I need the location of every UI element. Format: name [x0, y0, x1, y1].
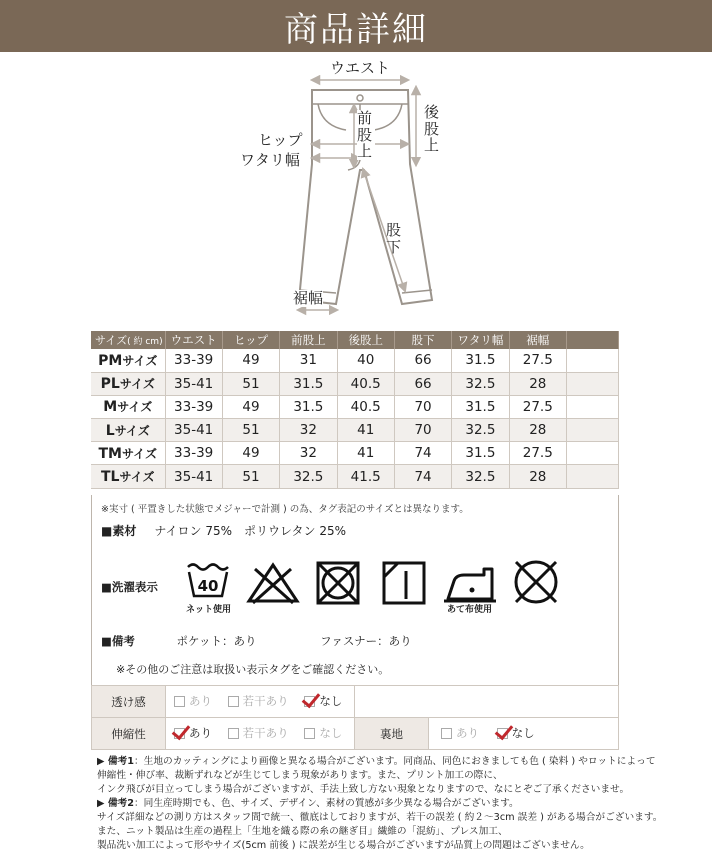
size-value-cell: 32.5: [452, 419, 509, 442]
lining-label: 裏地: [355, 718, 429, 750]
size-name-cell: PMサイズ: [91, 349, 165, 372]
size-value-cell: 31.5: [280, 395, 337, 418]
option-checkbox: 若干あり: [228, 693, 289, 709]
transparency-row: [92, 686, 619, 718]
pants-illustration: [0, 52, 712, 330]
transparency-options: [166, 686, 355, 718]
remarks-label: ■備考: [101, 634, 135, 648]
size-value-cell: 28: [509, 419, 566, 442]
iron-caption: あて布使用: [447, 605, 493, 615]
stretch-label: 伸縮性: [92, 718, 166, 750]
net-caption: ネット使用: [186, 605, 232, 615]
footnote-line: 製品洗い加工によって形やサイズ(5cm 前後 ) に誤差が生じる場合がございますが品質上の問題はございません。: [97, 840, 590, 851]
footnotes: [97, 755, 697, 853]
option-checkbox-checked: なし: [497, 725, 535, 741]
size-row: [91, 372, 619, 395]
size-row: [91, 395, 619, 418]
page-title: 商品詳細: [284, 9, 428, 50]
back-rise-label: 後 股 上: [424, 103, 440, 154]
waist-label: ウエスト: [330, 59, 391, 77]
column-header: 前股上: [280, 331, 337, 349]
footnote-line: サイズ詳細などの測り方はスタッフ間で統一、徹底はしておりますが、若干の誤差 ( 約２～3cm 誤差 ) がある場合がございます。: [97, 812, 663, 823]
size-value-cell: [567, 349, 619, 372]
hip-label: ヒップ: [258, 131, 303, 149]
size-value-cell: 31.5: [452, 349, 509, 372]
thigh-label: ワタリ幅: [240, 151, 300, 169]
size-value-cell: 32.5: [452, 465, 509, 488]
material-value: ナイロン 75% ポリウレタン 25%: [154, 524, 346, 538]
column-header: ワタリ幅: [452, 331, 509, 349]
size-name-cell: Lサイズ: [91, 419, 165, 442]
hem-label: 裾幅: [293, 289, 324, 307]
footnote-line: ：同生産時期でも、色、サイズ、デザイン、素材の質感が多少異なる場合がございます。: [133, 798, 519, 809]
no-bleach-icon: [245, 561, 301, 605]
column-header: 股下: [394, 331, 451, 349]
option-checkbox: あり: [174, 693, 212, 709]
size-value-cell: 74: [394, 442, 451, 465]
footnote-line: ：生地のカッティングにより画像と異なる場合がございます。同商品、同色におきましても色 ( 染料 ) やロットによって: [133, 756, 656, 767]
measurement-note: ※実寸 ( 平置きした状態でメジャーで計測 ) の為、タグ表記のサイズとは異なります。: [101, 504, 469, 515]
size-value-cell: 35-41: [165, 465, 222, 488]
size-value-cell: 40.5: [337, 372, 394, 395]
note2-title: ▶ 備考2: [97, 798, 134, 809]
wash-tub-40-icon: [186, 561, 230, 599]
size-value-cell: 27.5: [509, 395, 566, 418]
no-dry-clean-icon: [510, 557, 562, 607]
size-value-cell: 41: [337, 442, 394, 465]
size-value-cell: 70: [394, 419, 451, 442]
size-value-cell: 32.5: [280, 465, 337, 488]
size-value-cell: 27.5: [509, 349, 566, 372]
size-table: [91, 331, 619, 489]
care-note: ※その他のご注意は取扱い表示タグをご確認ください。: [116, 663, 390, 676]
size-value-cell: 66: [394, 372, 451, 395]
column-header: [567, 331, 619, 349]
page-header: [0, 0, 712, 52]
pants-measurement-diagram: [0, 52, 712, 330]
size-value-cell: 40.5: [337, 395, 394, 418]
svg-text:40: 40: [197, 577, 219, 595]
size-value-cell: 31.5: [280, 372, 337, 395]
footnote-line: インク飛びが目立ってしまう場合がございますが、手法上致し方ない現象となりますので、なにとぞご了承くださいませ。: [97, 784, 630, 795]
size-value-cell: 31: [280, 349, 337, 372]
no-tumble-dry-icon: [314, 559, 362, 607]
material-row: [101, 522, 346, 539]
stretch-options: [166, 718, 355, 750]
size-value-cell: 32: [280, 442, 337, 465]
iron-with-cloth-icon: [442, 563, 498, 603]
size-value-cell: 35-41: [165, 372, 222, 395]
size-name-cell: TLサイズ: [91, 465, 165, 488]
column-header: ヒップ: [222, 331, 279, 349]
size-value-cell: 35-41: [165, 419, 222, 442]
size-value-cell: 51: [222, 465, 279, 488]
size-value-cell: 32: [280, 419, 337, 442]
size-value-cell: 28: [509, 465, 566, 488]
size-header-cell: サイズ( 約 cm): [91, 331, 165, 349]
size-value-cell: 33-39: [165, 395, 222, 418]
size-value-cell: 41: [337, 419, 394, 442]
size-value-cell: 31.5: [452, 395, 509, 418]
lining-options: [429, 718, 619, 750]
pocket-value: ポケット：あり: [176, 634, 257, 648]
fabric-properties-table: [91, 685, 619, 750]
size-row: [91, 442, 619, 465]
option-checkbox-checked: なし: [304, 693, 342, 709]
size-table-header: [91, 331, 619, 349]
size-value-cell: 28: [509, 372, 566, 395]
size-value-cell: 66: [394, 349, 451, 372]
column-header: ウエスト: [165, 331, 222, 349]
footnote-line: 伸縮性・伸び率、裁断ずれなどが生じてしまう現象があります。また、プリント加工の際に、: [97, 770, 503, 781]
footnote-line: また、ニット製品は生産の過程上「生地を織る際の糸の継ぎ目」繊維の「混紡」、プレス加工、: [97, 826, 508, 837]
size-value-cell: 33-39: [165, 442, 222, 465]
size-value-cell: [567, 372, 619, 395]
size-name-cell: Mサイズ: [91, 395, 165, 418]
size-value-cell: [567, 442, 619, 465]
size-value-cell: 49: [222, 442, 279, 465]
size-value-cell: 49: [222, 349, 279, 372]
material-label: ■素材: [101, 524, 137, 538]
size-value-cell: 70: [394, 395, 451, 418]
size-value-cell: 74: [394, 465, 451, 488]
fastener-value: ファスナー：あり: [320, 634, 412, 648]
size-value-cell: 33-39: [165, 349, 222, 372]
option-checkbox-checked: あり: [174, 725, 212, 741]
option-checkbox: なし: [304, 725, 342, 741]
stretch-row: [92, 718, 619, 750]
column-header: 後股上: [337, 331, 394, 349]
size-name-cell: TMサイズ: [91, 442, 165, 465]
column-header: 裾幅: [509, 331, 566, 349]
size-value-cell: 31.5: [452, 442, 509, 465]
option-checkbox: あり: [441, 725, 479, 741]
size-value-cell: 51: [222, 372, 279, 395]
washing-label: ■洗濯表示: [101, 580, 158, 594]
option-checkbox: 若干あり: [228, 725, 289, 741]
size-value-cell: [567, 395, 619, 418]
size-row: [91, 349, 619, 372]
size-value-cell: 51: [222, 419, 279, 442]
size-value-cell: 41.5: [337, 465, 394, 488]
size-value-cell: 40: [337, 349, 394, 372]
size-value-cell: 32.5: [452, 372, 509, 395]
note1-title: ▶ 備考1: [97, 756, 134, 767]
size-row: [91, 419, 619, 442]
front-rise-label: 前 股 上: [357, 110, 375, 160]
size-row: [91, 465, 619, 488]
empty-cell: [355, 686, 619, 718]
size-name-cell: PLサイズ: [91, 372, 165, 395]
line-dry-shade-icon: [380, 559, 428, 607]
size-value-cell: [567, 419, 619, 442]
size-value-cell: 27.5: [509, 442, 566, 465]
remarks-row: [101, 633, 412, 649]
size-value-cell: 49: [222, 395, 279, 418]
size-value-cell: [567, 465, 619, 488]
transparency-label: 透け感: [92, 686, 166, 718]
inseam-label: 股 下: [386, 221, 402, 256]
